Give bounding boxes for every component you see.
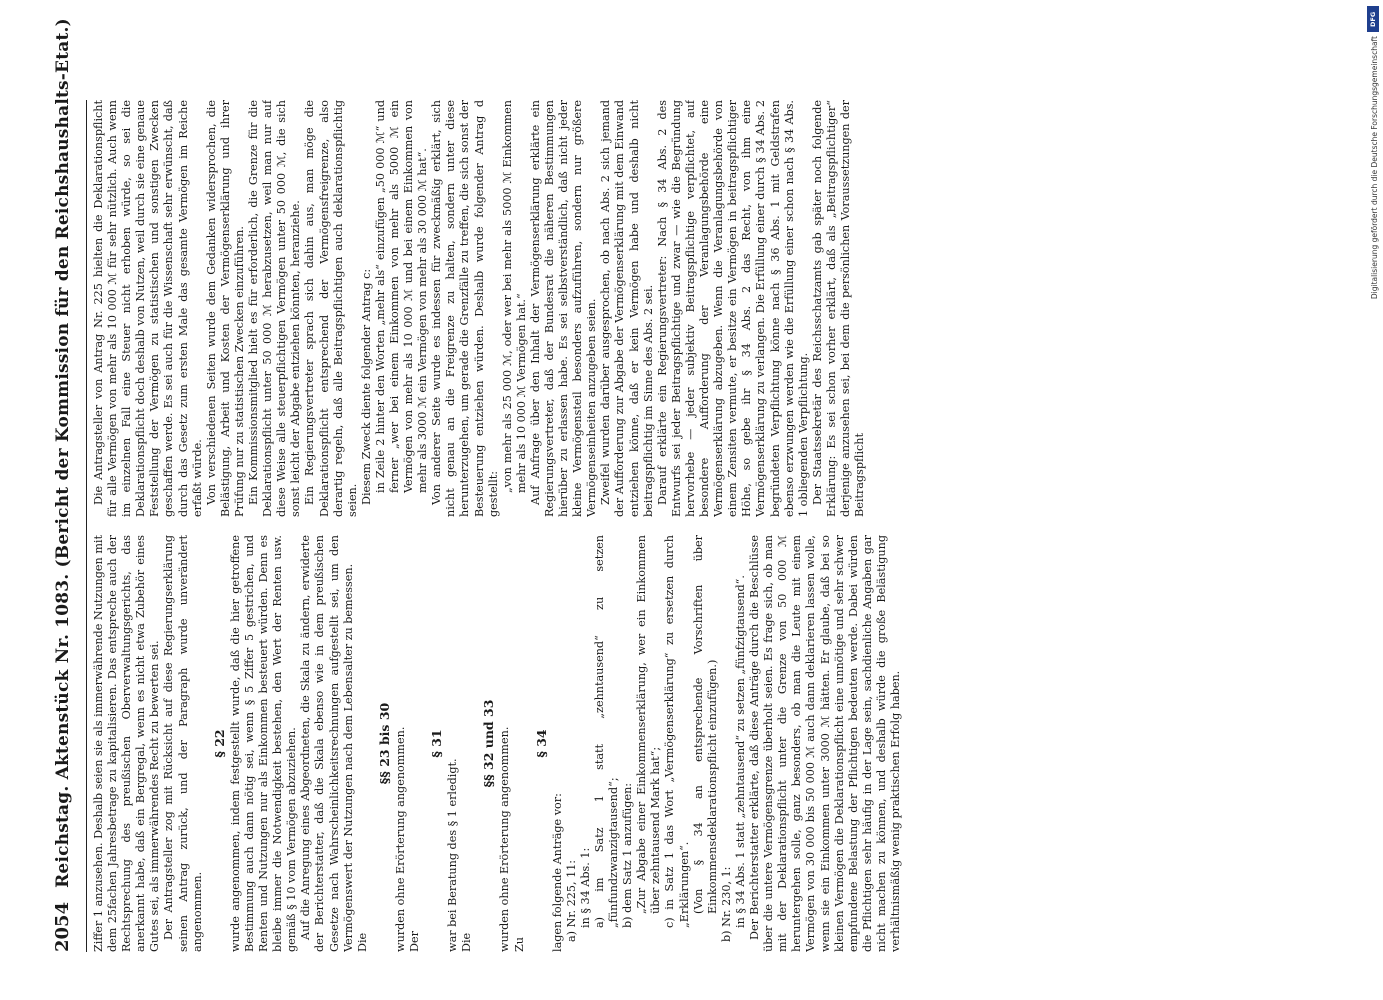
motion-quote: „von mehr als 25 000 ℳ, oder wer bei mehr als 5000 ℳ Einkommen mehr als 10 000 ℳ Vermögen hat.“ — [500, 100, 528, 493]
paragraph: Die — [460, 932, 474, 952]
motion-item: c) in Satz 1 das Wort „Vermögenserklärung“ zu ersetzen durch „Erklärungen“. — [663, 535, 691, 928]
paragraph: lagen folgende Anträge vor: — [550, 793, 564, 952]
paragraph: Von anderer Seite wurde es indessen für zweckmäßig erklärt, sich nicht genau an die Freigrenze zu halten, sondern unter diese herunterzugehen, um gerade die Grenzfälle zu treffen, die sich sonst der Besteuerung entziehen würden. Deshalb wurde folgender Antrag d gestellt: — [430, 100, 500, 517]
left-column — [92, 535, 1307, 952]
motion-item: in § 34 Abs. 1: — [578, 847, 592, 928]
paragraph: Diesem Zweck diente folgender Antrag c: — [359, 268, 373, 505]
motion-item: b) Nr. 230, 1: — [719, 866, 733, 942]
motion-quote: in Zeile 2 hinter den Worten „mehr als“ einzufügen „50 000 ℳ“ und ferner „wer bei einem Einkommen von mehr als 5000 ℳ ein Vermögen von mehr als 10 000 ℳ und bei einem Einkommen von mehr als 3000 ℳ ein Vermögen von mehr als 30 000 ℳ hat“. — [373, 100, 430, 493]
motion-item: a) Nr. 225, 11: — [564, 859, 578, 942]
motion-item: b) dem Satz 1 anzufügen: — [621, 782, 635, 928]
paragraph: Ein Kommissionsmitglied hielt es für erforderlich, die Grenze für die Deklarationspflicht unter 50 000 ℳ herabzusetzen, weil man nur auf diese Weise alle steuerpflichtigen Vermögen unter 50 000 ℳ, die sich sonst leicht der Abgabe entziehen könnten, heranziehe. — [247, 100, 303, 517]
paragraph: Der Staatssekretär des Reichsschatzamts gab später noch folgende Erklärung: Es sei schon vorher erklärt, daß als „Beitragspflichtiger“ derjenige anzusehen sei, bei dem die persönlichen Voraussetzungen der Beitragspflicht — [810, 100, 867, 517]
motion-note: (Von § 34 an entsprechende Vorschriften über Einkommensdeklarationspflicht einzufügen.) — [691, 535, 719, 914]
paragraph: wurde angenommen, indem festgestellt wurde, daß die hier getroffene Bestimmung auch dann nötig sei, wenn § 5 Ziffer 5 gestrichen, und Renten und Nutzungen nur als Einkommen besteuert würden. Denn es bleibe immer die Notwendigkeit bestehen, den Wert der Renten usw. gemäß § 10 vom Vermögen abzuziehen. — [228, 535, 299, 952]
paragraph: Der Antragsteller zog mit Rücksicht auf diese Regierungserklärung seinen Antrag zurück, und der Paragraph wurde unverändert angenommen. — [162, 535, 204, 952]
paragraph: Die — [355, 932, 369, 952]
page-number: 2054 — [52, 901, 73, 952]
section-heading: §§ 32 und 33 — [481, 699, 497, 788]
motion-item: in § 34 Abs. 1 statt „zehntausend“ zu setzen „fünfzigtausend“. — [733, 575, 747, 928]
paragraph: Zweifel wurden darüber ausgesprochen, ob nach Abs. 2 sich jemand der Aufforderung zur Abgabe der Vermögenserklärung mit dem Einwand entziehen könne, daß er kein Vermögen habe und deshalb nicht beitragspflichtig im Sinne des Abs. 2 sei. — [599, 100, 655, 517]
paragraph: Auf die Anregung eines Abgeordneten, die Skala zu ändern, erwiderte der Berichterstatter, daß die Skala ebenso wie in dem preußischen Gesetze nach Wahrscheinlichkeitsrechnungen aufgestellt sei, um den Vermögenswert der Nutzungen nach dem Lebensalter zu bemessen. — [299, 535, 355, 952]
section-heading: § 22 — [211, 729, 227, 758]
paragraph: wurden ohne Erörterung angenommen. — [393, 726, 407, 952]
paragraph: Die Antragsteller von Antrag Nr. 225 hielten die Deklarationspflicht für alle Vermögen von mehr als 10 000 ℳ für sehr nützlich. Auch wenn im einzelnen Fall eine Steuer nicht erhoben würde, so sei die Deklarationspflicht doch deshalb von Nutzen, weil durch sie eine genaue Feststellung der Vermögen zu statistischen und sonstigen Zwecken geschaffen werde. Es sei auch für die Wissenschaft sehr erwünscht, daß durch das Gesetz zum ersten Male das gesamte Vermögen im Reiche erfaßt würde. — [92, 100, 204, 517]
paragraph: Ziffer 1 anzusehen. Deshalb seien sie als immerwährende Nutzungen mit dem 25fachen Jahresbetrage zu kapitalisieren. Das entspreche auch der Rechtsprechung des preußischen Oberverwaltungsgerichts, das anerkannt habe, daß ein Bergregal, wenn es nicht etwa Zubehör eines Gutes sei, als immerwährendes Recht zu bewerten sei. — [92, 535, 162, 952]
document-page — [52, 18, 1307, 952]
paragraph: Der Berichterstatter erklärte, daß diese Anträge durch die Beschlüsse über die untere Vermögensgrenze überholt seien. Es frage sich, ob man mit der Deklarationspflicht unter die Grenze von 50 000 ℳ heruntergehen solle, ganz besonders, ob man die Leute mit einem Vermögen von 30 000 bis 50 000 ℳ auch dann deklarieren lassen wolle, wenn sie ein Einkommen unter 3000 ℳ hätten. Er glaube, daß bei so kleinen Vermögen die Deklarationspflicht eine unnötige und sehr schwer empfundene Belastung der Pflichtigen bedeuten werde. Dabei würden die Pflichtigen sehr häufig in der Lage sein, sachdienliche Angaben gar nicht machen zu können, und deshalb würde die große Belästigung verhältnismäßig wenig praktischen Erfolg haben. — [748, 535, 902, 952]
paragraph: Zu — [512, 937, 526, 952]
motion-quote: „Zur Abgabe einer Einkommenserklärung, wer ein Einkommen über zehntausend Mark hat“; — [635, 535, 663, 914]
text-columns — [92, 100, 1307, 952]
paragraph: Auf Anfrage über den Inhalt der Vermögenserklärung erklärte ein Regierungsvertreter, daß der Bundesrat die näheren Bestimmungen hierüber zu erlassen habe. Es sei selbstverständlich, daß nicht jeder kleine Vermögensteil besonders aufzuführen, sondern nur größere Vermögenseinheiten anzugeben seien. — [528, 100, 599, 517]
page-header — [52, 18, 87, 952]
dfg-logo: DFG — [1367, 6, 1379, 32]
right-column — [92, 100, 1307, 517]
paragraph: Ein Regierungsvertreter sprach sich dahin aus, man möge die Deklarationspflicht entsprechend der Vermögensfreigrenze, also derartig regeln, daß alle Beitragspflichtigen auch deklarationspflichtig seien. — [303, 100, 359, 517]
paragraph: war bei Beratung des § 1 erledigt. — [446, 758, 460, 952]
paragraph: Von verschiedenen Seiten wurde dem Gedanken widersprochen, die Belästigung, Arbeit und Kosten der Vermögenserklärung und ihrer Prüfung nur zu statistischen Zwecken einzuführen. — [204, 100, 246, 517]
motion-item: a) im Satz 1 statt „zehntausend“ zu setzen „fünfundzwanzigtausend“; — [593, 535, 621, 928]
section-heading: § 31 — [429, 729, 445, 758]
paragraph: Darauf erklärte ein Regierungsvertreter: Nach § 34 Abs. 2 des Entwurfs sei jeder Beitragspflichtige und zwar — wie die Begründung hervorhebe — jeder subjektiv Beitragspflichtige verpflichtet, auf besondere Aufforderung der Veranlagungsbehörde eine Vermögenserklärung abzugeben. Wenn die Veranlagungsbehörde von einem Zensiten vermute, er besitze ein Vermögen in beitragspflichtiger Höhe, so gebe ihr § 34 Abs. 2 das Recht, von ihm eine Vermögenserklärung zu verlangen. Die Erfüllung einer durch § 34 Abs. 2 begründeten Verpflichtung könne nach § 36 Abs. 1 mit Geldstrafen ebenso erzwungen werden wie die Erfüllung einer schon nach § 34 Abs. 1 obliegenden Verpflichtung. — [655, 100, 810, 517]
paragraph: wurden ohne Erörterung angenommen. — [498, 726, 512, 952]
paragraph: Der — [407, 931, 421, 952]
section-heading: § 34 — [533, 729, 549, 758]
digitization-note: Digitalisierung gefördert durch die Deutsche Forschungsgemeinschaft — [1370, 36, 1379, 300]
section-heading: §§ 23 bis 30 — [376, 702, 392, 785]
running-head: Reichstag. Aktenstück Nr. 1083. (Bericht der Kommission für den Reichshaushalts-Etat.) — [53, 18, 73, 888]
